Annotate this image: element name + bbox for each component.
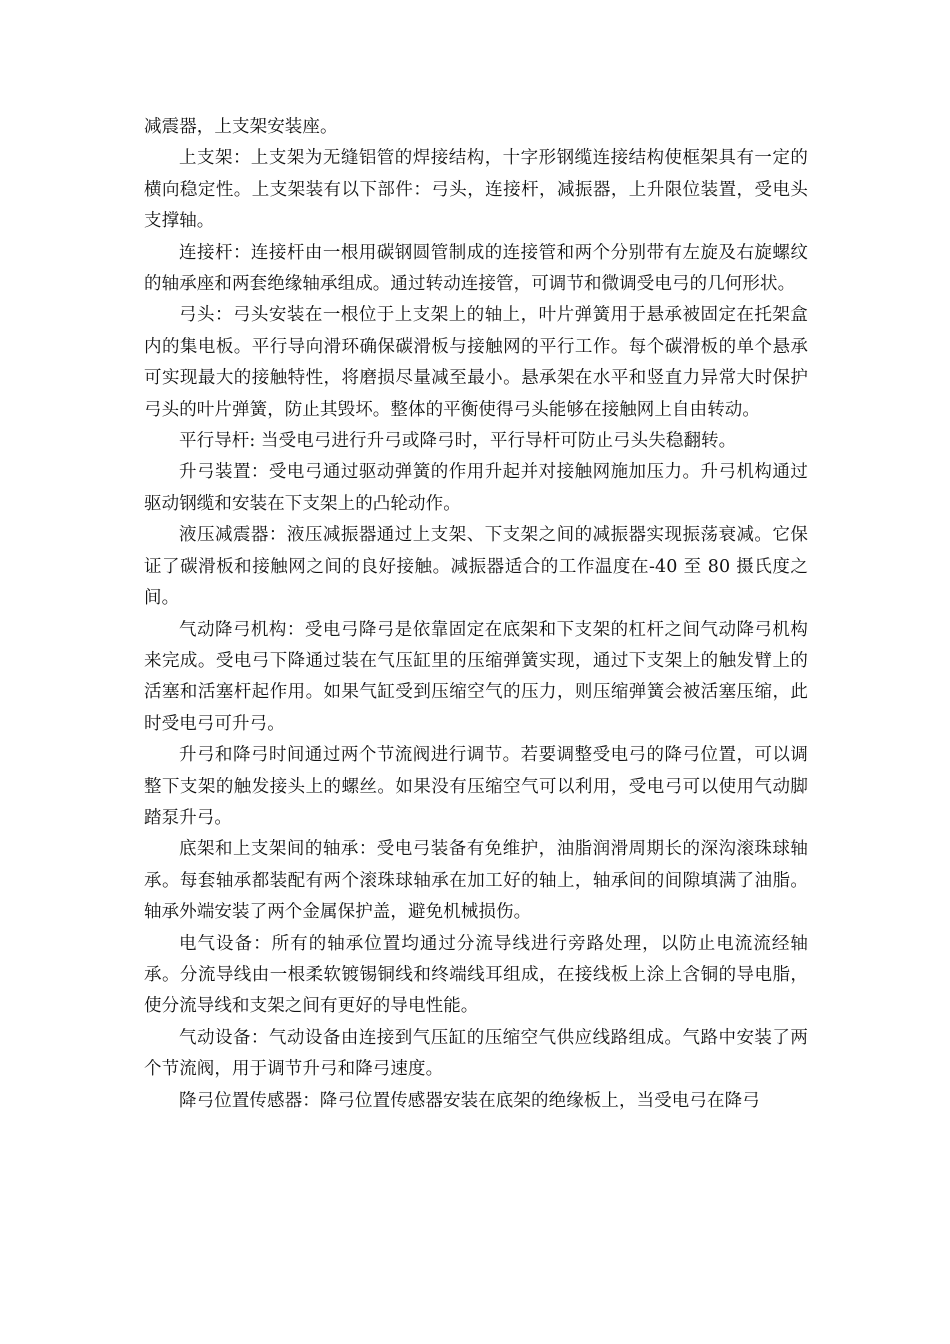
document-body — [144, 112, 808, 1117]
paragraph-pantograph-head: 弓头：弓头安装在一根位于上支架上的轴上，叶片弹簧用于悬承被固定在托架盒内的集电板。平行导向滑环确保碳滑板与接触网的平行工作。每个碳滑板的单个悬承可实现最大的接触特性，将磨损尽量减至最小。悬承架在水平和竖直力异常大时保护弓头的叶片弹簧，防止其毁坏。整体的平衡使得弓头能够在接触网上自由转动。 — [144, 305, 808, 420]
paragraph-electrical-equipment: 电气设备：所有的轴承位置均通过分流导线进行旁路处理，以防止电流流经轴承。分流导线由一根柔软镀锡铜线和终端线耳组成，在接线板上涂上含铜的导电脂，使分流导线和支架之间有更好的导电性能。 — [144, 933, 808, 1017]
paragraph-raising-device: 升弓装置：受电弓通过驱动弹簧的作用升起并对接触网施加压力。升弓机构通过驱动钢缆和安装在下支架上的凸轮动作。 — [144, 462, 808, 514]
paragraph-connecting-rod: 连接杆：连接杆由一根用碳钢圆管制成的连接管和两个分别带有左旋及右旋螺纹的轴承座和两套绝缘轴承组成。通过转动连接管，可调节和微调受电弓的几何形状。 — [144, 242, 808, 295]
paragraph-bearings: 底架和上支架间的轴承：受电弓装备有免维护，油脂润滑周期长的深沟滚珠球轴承。每套轴承都装配有两个滚珠球轴承在加工好的轴上，轴承间的间隙填满了油脂。轴承外端安装了两个金属保护盖，避免机械损伤。 — [144, 839, 808, 923]
paragraph-pneumatic-equipment: 气动设备：气动设备由连接到气压缸的压缩空气供应线路组成。气路中安装了两个节流阀，用于调节升弓和降弓速度。 — [144, 1027, 808, 1080]
paragraph-pneumatic-lowering: 气动降弓机构：受电弓降弓是依靠固定在底架和下支架的杠杆之间气动降弓机构来完成。受电弓下降通过装在气压缸里的压缩弹簧实现，通过下支架上的触发臂上的活塞和活塞杆起作用。如果气缸受到压缩空气的压力，则压缩弹簧会被活塞压缩，此时受电弓可升弓。 — [144, 619, 808, 734]
paragraph-parallel-guide-rod: 平行导杆: 当受电弓进行升弓或降弓时，平行导杆可防止弓头失稳翻转。 — [179, 431, 737, 452]
paragraph-continuation: 减震器，上支架安装座。 — [144, 117, 338, 137]
paragraph-hydraulic-damper: 液压减震器：液压减振器通过上支架、下支架之间的减振器实现振荡衰减。它保证了碳滑板和接触网之间的良好接触。减振器适合的工作温度在-40 至 80 摄氏度之间。 — [144, 525, 808, 609]
paragraph-raise-lower-timing: 升弓和降弓时间通过两个节流阀进行调节。若要调整受电弓的降弓位置，可以调整下支架的触发接头上的螺丝。如果没有压缩空气可以利用，受电弓可以使用气动脚踏泵升弓。 — [144, 745, 808, 828]
paragraph-lowering-sensor: 降弓位置传感器：降弓位置传感器安装在底架的绝缘板上，当受电弓在降弓 — [179, 1090, 760, 1111]
paragraph-upper-frame: 上支架：上支架为无缝铝管的焊接结构，十字形钢缆连接结构使框架具有一定的横向稳定性。上支架装有以下部件：弓头，连接杆，减振器，上升限位装置，受电头支撑轴。 — [144, 148, 808, 232]
